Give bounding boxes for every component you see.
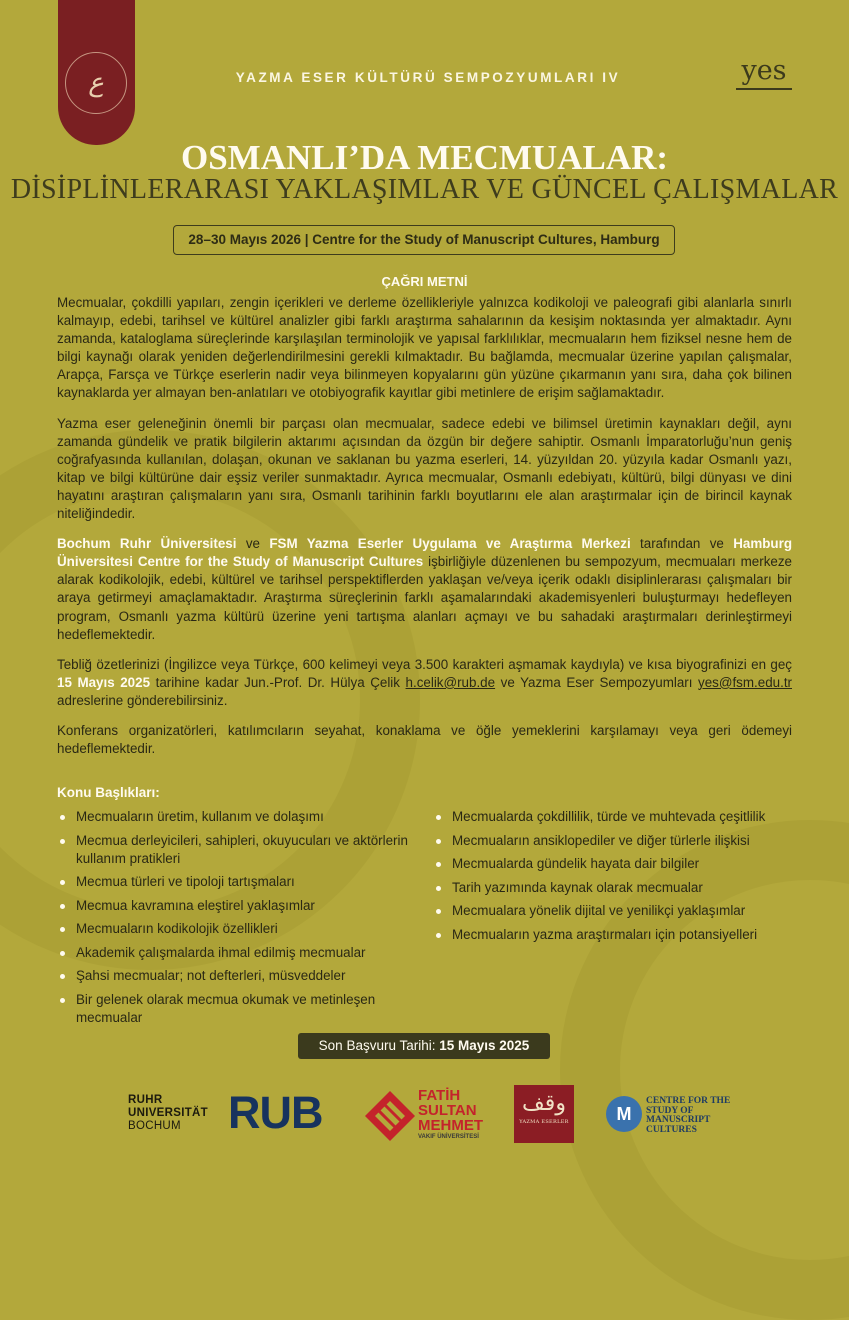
yes-logo bbox=[736, 56, 792, 90]
fsm-name bbox=[418, 1088, 483, 1141]
topics-list-left bbox=[57, 808, 427, 1032]
list-item: Mecmuaların yazma araştırmaları için potansiyelleri bbox=[433, 926, 798, 944]
list-item: Mecmua türleri ve tipoloji tartışmaları bbox=[57, 873, 427, 891]
ruhr-university-logo bbox=[128, 1094, 208, 1133]
list-item: Mecmualarda gündelik hayata dair bilgiler bbox=[433, 855, 798, 873]
paragraph-3 bbox=[57, 535, 792, 644]
fsm-logo bbox=[363, 1085, 483, 1145]
email-link-yes[interactable]: yes@fsm.edu.tr bbox=[698, 674, 792, 690]
yazma-eserler-logo bbox=[514, 1085, 574, 1143]
logo-text: MEHMET bbox=[418, 1117, 483, 1134]
list-item: Mecmua derleyicileri, sahipleri, okuyucuları ve aktörlerin kullanım pratikleri bbox=[57, 832, 427, 868]
paragraph-1: Mecmualar, çokdilli yapıları, zengin içerikleri ve derleme özellikleriyle yalnızca kodikoloji ve paleografi gibi alanlarla sınırlı kalmayıp, edebi, tarihsel ve kültürel analizler gibi farklı araştırma sahalarının da kesişim noktasında yer almaktadır. Aynı zamanda, kataloglama süreçlerinde karşılaşılan terminolojik ve yapısal farklılıklar, mecmuaların hem fiziksel nesne hem de bilgi kaynağı olarak yeniden değerlendirilmesini gerekli kılmaktadır. Bu bağlamda, mecmualar üzerine yapılan çalışmalar, Arapça, Farsça ve Türkçe eserlerin nadir veya bilinmeyen kopyalarını gün yüzüne çıkarmanın yanı sıra, daha çok bilinen kaynaklarda yer almayan ben-anlatıları ve otobiyografik kayıtlar gibi metinlere de erişim sağlamaktadır. bbox=[57, 295, 792, 401]
text-fragment: ve Yazma Eser Sempozyumları bbox=[495, 674, 699, 690]
logo-text: SULTAN bbox=[418, 1102, 477, 1119]
submission-date: 15 Mayıs 2025 bbox=[57, 674, 151, 690]
logo-text: VAKIF ÜNİVERSİTESİ bbox=[418, 1134, 479, 1140]
csmc-emblem-icon: M bbox=[606, 1096, 642, 1132]
list-item: Şahsi mecmualar; not defterleri, müsveddeler bbox=[57, 967, 427, 985]
list-item: Mecmuaların kodikolojik özellikleri bbox=[57, 920, 427, 938]
csmc-logo bbox=[606, 1096, 806, 1136]
text-fragment: tarihine kadar Jun.-Prof. Dr. Hülya Çelik bbox=[150, 674, 406, 690]
logo-text: CULTURES bbox=[646, 1125, 697, 1136]
paragraph-5: Konferans organizatörleri, katılımcıların seyahat, konaklama ve öğle yemeklerini karşılamayı veya geri ödemeyi hedeflemektedir. bbox=[57, 722, 792, 757]
org-hamburg: Hamburg Üniversitesi Centre for the Study of Manuscript Cultures bbox=[57, 536, 792, 570]
logo-text: RUHR bbox=[128, 1094, 163, 1106]
paragraph-4 bbox=[57, 656, 792, 710]
logo-text: BOCHUM bbox=[128, 1120, 181, 1132]
email-link-celik[interactable]: h.celik@rub.de bbox=[405, 674, 496, 690]
header-tab bbox=[58, 0, 135, 145]
logo-text: CENTRE FOR THE bbox=[646, 1096, 731, 1106]
date-location-box: 28–30 Mayıs 2026 | Centre for the Study of Manuscript Cultures, Hamburg bbox=[173, 225, 675, 255]
call-text bbox=[57, 294, 792, 770]
list-item: Mecmua kavramına eleştirel yaklaşımlar bbox=[57, 897, 427, 915]
topics-heading: Konu Başlıkları: bbox=[57, 785, 160, 800]
list-item: Mecmualarda çokdillilik, türde ve muhtevada çeşitlilik bbox=[433, 808, 798, 826]
list-item: Mecmuaların ansiklopediler ve diğer türlerle ilişkisi bbox=[433, 832, 798, 850]
deadline-label: Son Başvuru Tarihi: bbox=[318, 1038, 440, 1053]
text-fragment: ve bbox=[236, 536, 270, 552]
org-ruhr: Bochum Ruhr Üniversitesi bbox=[57, 536, 237, 552]
text-fragment: adreslerine gönderebilirsiniz. bbox=[57, 692, 228, 708]
text-fragment: işbirliğiyle düzenlenen bu sempozyum, mecmuaları merkeze alarak kodikolojik, edebi, kültürel ve tarihsel perspektiflerden yaklaşan ve/veya içerik odaklı disiplinlerarası çalışmaları bir araya getirmeyi amaçlamaktadır. Araştırma süreçlerinin farklı aşamalarındaki akademisyenleri buluşturmayı hedefleyen program, Osmanlı yazma kültürü üzerine yeni tartışma alanları açmayı ve bu sahadaki araştırmaları derinleştirmeyi hedeflemektedir. bbox=[57, 554, 792, 642]
list-item: Mecmualara yönelik dijital ve yenilikçi yaklaşımlar bbox=[433, 902, 798, 920]
list-item: Bir gelenek olarak mecmua okumak ve metinleşen mecmualar bbox=[57, 991, 427, 1027]
series-title: YAZMA ESER KÜLTÜRÜ SEMPOZYUMLARI IV bbox=[235, 70, 621, 85]
topics-list-right bbox=[433, 808, 798, 949]
deadline-date: 15 Mayıs 2025 bbox=[439, 1038, 530, 1053]
logo-text: FATİH bbox=[418, 1087, 461, 1104]
logo-text: YAZMA ESERLER bbox=[519, 1119, 569, 1125]
call-heading: ÇAĞRI METNİ bbox=[381, 274, 468, 289]
text-fragment: tarafından ve bbox=[630, 536, 734, 552]
list-item: Akademik çalışmalarda ihmal edilmiş mecmualar bbox=[57, 944, 427, 962]
calligraphy-glyph: وقف bbox=[522, 1091, 566, 1116]
paragraph-2: Yazma eser geleneğinin önemli bir parçası olan mecmualar, sadece edebi ve bilimsel üretimin kaynakları değil, aynı zamanda gündelik ve pratik bilgilerin aktarımı açısından da özgün bir değere sahiptir. Osmanlı İmparatorluğu’nun geniş coğrafyasında kullanılan, dolaşan, okunan ve saklanan bu yazma eserleri, 14. yüzyıldan 20. yüzyıla kadar Osmanlı yazı, kitap ve bilgi kültürüne dair eşsiz veriler sunmaktadır. Ayrıca mecmualar, Osmanlı edebiyatı, kültürü, bilgi dünyası ve dini hayatını araştıran çalışmaların yanı sıra, Osmanlı tarihinin farklı boyutlarını ele alan araştırmalar için de birincil kaynak niteliğindedir. bbox=[57, 415, 792, 522]
list-item: Tarih yazımında kaynak olarak mecmualar bbox=[433, 879, 798, 897]
logo-text: MANUSCRIPT bbox=[646, 1115, 711, 1126]
calligraphy-emblem: ع bbox=[65, 52, 127, 114]
logo-text: STUDY OF bbox=[646, 1105, 694, 1116]
fsm-emblem-icon bbox=[363, 1089, 417, 1143]
org-fsm: FSM Yazma Eserler Uygulama ve Araştırma Merkezi bbox=[269, 536, 631, 552]
subtitle: DİSİPLİNLERARASI YAKLAŞIMLAR VE GÜNCEL ÇALIŞMALAR bbox=[10, 174, 839, 205]
text-fragment: Tebliğ özetlerinizi (İngilizce veya Türkçe, 600 kelimeyi veya 3.500 karakteri aşmamak kaydıyla) ve kısa biyografinizi en geç bbox=[57, 656, 792, 672]
list-item: Mecmuaların üretim, kullanım ve dolaşımı bbox=[57, 808, 427, 826]
yes-logo-text: yes bbox=[741, 55, 787, 86]
logo-text: UNIVERSITÄT bbox=[128, 1107, 208, 1119]
deadline-banner bbox=[298, 1033, 550, 1059]
main-title: OSMANLI’DA MECMUALAR: bbox=[180, 138, 669, 177]
yes-logo-underline bbox=[736, 88, 792, 90]
rub-logo: RUB bbox=[228, 1087, 323, 1138]
csmc-name bbox=[646, 1097, 730, 1136]
